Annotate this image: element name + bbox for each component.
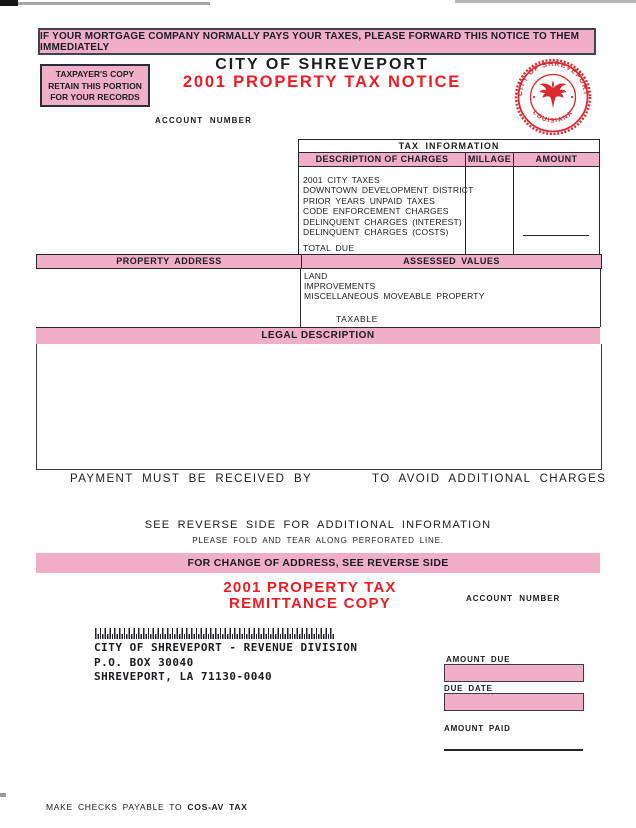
charge-description-list [303, 175, 474, 237]
city-seal-icon [513, 57, 593, 137]
tax-information-title: TAX INFORMATION [298, 139, 600, 153]
scan-artifact-mark [0, 793, 6, 797]
assessed-item: LAND [304, 271, 328, 281]
tax-table-header-row [298, 153, 600, 167]
account-number-label: ACCOUNT NUMBER [155, 116, 253, 125]
column-header-millage: MILLAGE [466, 153, 514, 166]
legal-description-header: LEGAL DESCRIPTION [36, 327, 600, 345]
due-date-label: DUE DATE [444, 684, 493, 693]
seal-bottom-text: LOUISIANA [531, 109, 575, 125]
charge-row: 2001 CITY TAXES [303, 175, 380, 185]
remittance-title-line2: REMITTANCE COPY [229, 594, 391, 612]
remittance-mail-address [94, 641, 358, 685]
due-date-field [444, 693, 584, 711]
mortgage-notice-banner [38, 28, 596, 55]
charge-row: CODE ENFORCEMENT CHARGES [303, 206, 449, 217]
amount-paid-label: AMOUNT PAID [444, 724, 511, 733]
payment-received-by-text: PAYMENT MUST BE RECEIVED BY [70, 473, 313, 485]
barcode-short-bars [95, 634, 335, 639]
taxpayer-copy-line: FOR YOUR RECORDS [50, 92, 140, 102]
amount-paid-rule [444, 749, 583, 751]
tax-table-body [298, 167, 600, 255]
charge-row: DELINQUENT CHARGES (INTEREST) [303, 216, 462, 227]
charge-row: DELINQUENT CHARGES (COSTS) [303, 227, 449, 238]
legal-description-box [36, 344, 602, 470]
seal-top-text: CITY OF SHREVEPORT [516, 60, 590, 97]
make-checks-text: MAKE CHECKS PAYABLE TO [46, 802, 183, 812]
svg-text:LOUISIANA [531, 109, 575, 124]
mortgage-notice-text: IF YOUR MORTGAGE COMPANY NORMALLY PAYS YOUR TAXES, PLEASE FORWARD THIS NOTICE TO THEM IMMEDIATELY [40, 30, 580, 53]
taxpayers-copy-box [40, 64, 150, 107]
seal-eagle-emblem [540, 81, 567, 109]
payee-name: COS-AV TAX [187, 802, 248, 812]
address-line: P.O. BOX 30040 [94, 655, 194, 669]
tax-information-table [298, 139, 600, 255]
taxpayer-copy-line: RETAIN THIS PORTION [48, 80, 142, 91]
column-divider [513, 167, 514, 254]
notice-title: 2001 PROPERTY TAX NOTICE [182, 73, 462, 91]
scan-artifact-line [455, 0, 636, 3]
charge-row: PRIOR YEARS UNPAID TAXES [303, 195, 436, 206]
column-header-amount: AMOUNT [535, 154, 578, 164]
amount-due-label: AMOUNT DUE [446, 655, 511, 664]
assessed-values-list [304, 271, 485, 302]
make-checks-payable-text [46, 802, 248, 812]
address-line: SHREVEPORT, LA 71130-0040 [94, 670, 273, 683]
charge-row: DOWNTOWN DEVELOPMENT DISTRICT [303, 185, 474, 196]
section-divider [300, 269, 301, 327]
city-title: CITY OF SHREVEPORT [215, 56, 429, 73]
total-due-label: TOTAL DUE [303, 243, 355, 253]
postnet-barcode [95, 628, 335, 639]
taxpayer-copy-line: TAXPAYER'S COPY [55, 69, 135, 79]
property-section-header-row [36, 254, 602, 269]
column-header-description: DESCRIPTION OF CHARGES [299, 153, 466, 166]
scan-artifact-line [18, 2, 210, 5]
change-of-address-banner: FOR CHANGE OF ADDRESS, SEE REVERSE SIDE [36, 553, 600, 573]
avoid-charges-text: TO AVOID ADDITIONAL CHARGES [372, 473, 607, 485]
see-reverse-text: SEE REVERSE SIDE FOR ADDITIONAL INFORMATION [144, 519, 492, 531]
address-line: CITY OF SHREVEPORT - REVENUE DIVISION [94, 641, 358, 654]
property-values-box [36, 269, 601, 327]
assessed-values-header: ASSESSED VALUES [403, 256, 500, 266]
remittance-title-line1: 2001 PROPERTY TAX [223, 579, 397, 596]
amount-subtotal-rule [523, 235, 589, 236]
assessed-item: MISCELLANEOUS MOVEABLE PROPERTY [304, 291, 485, 302]
assessed-item: IMPROVEMENTS [304, 281, 376, 292]
scan-registration-mark [0, 0, 18, 6]
fold-tear-instruction: PLEASE FOLD AND TEAR ALONG PERFORATED LINE. [192, 536, 444, 545]
property-address-header: PROPERTY ADDRESS [37, 255, 302, 268]
amount-due-field [444, 664, 584, 682]
taxable-label: TAXABLE [336, 314, 378, 324]
remittance-title [180, 580, 440, 611]
remittance-account-number-label: ACCOUNT NUMBER [466, 594, 561, 603]
